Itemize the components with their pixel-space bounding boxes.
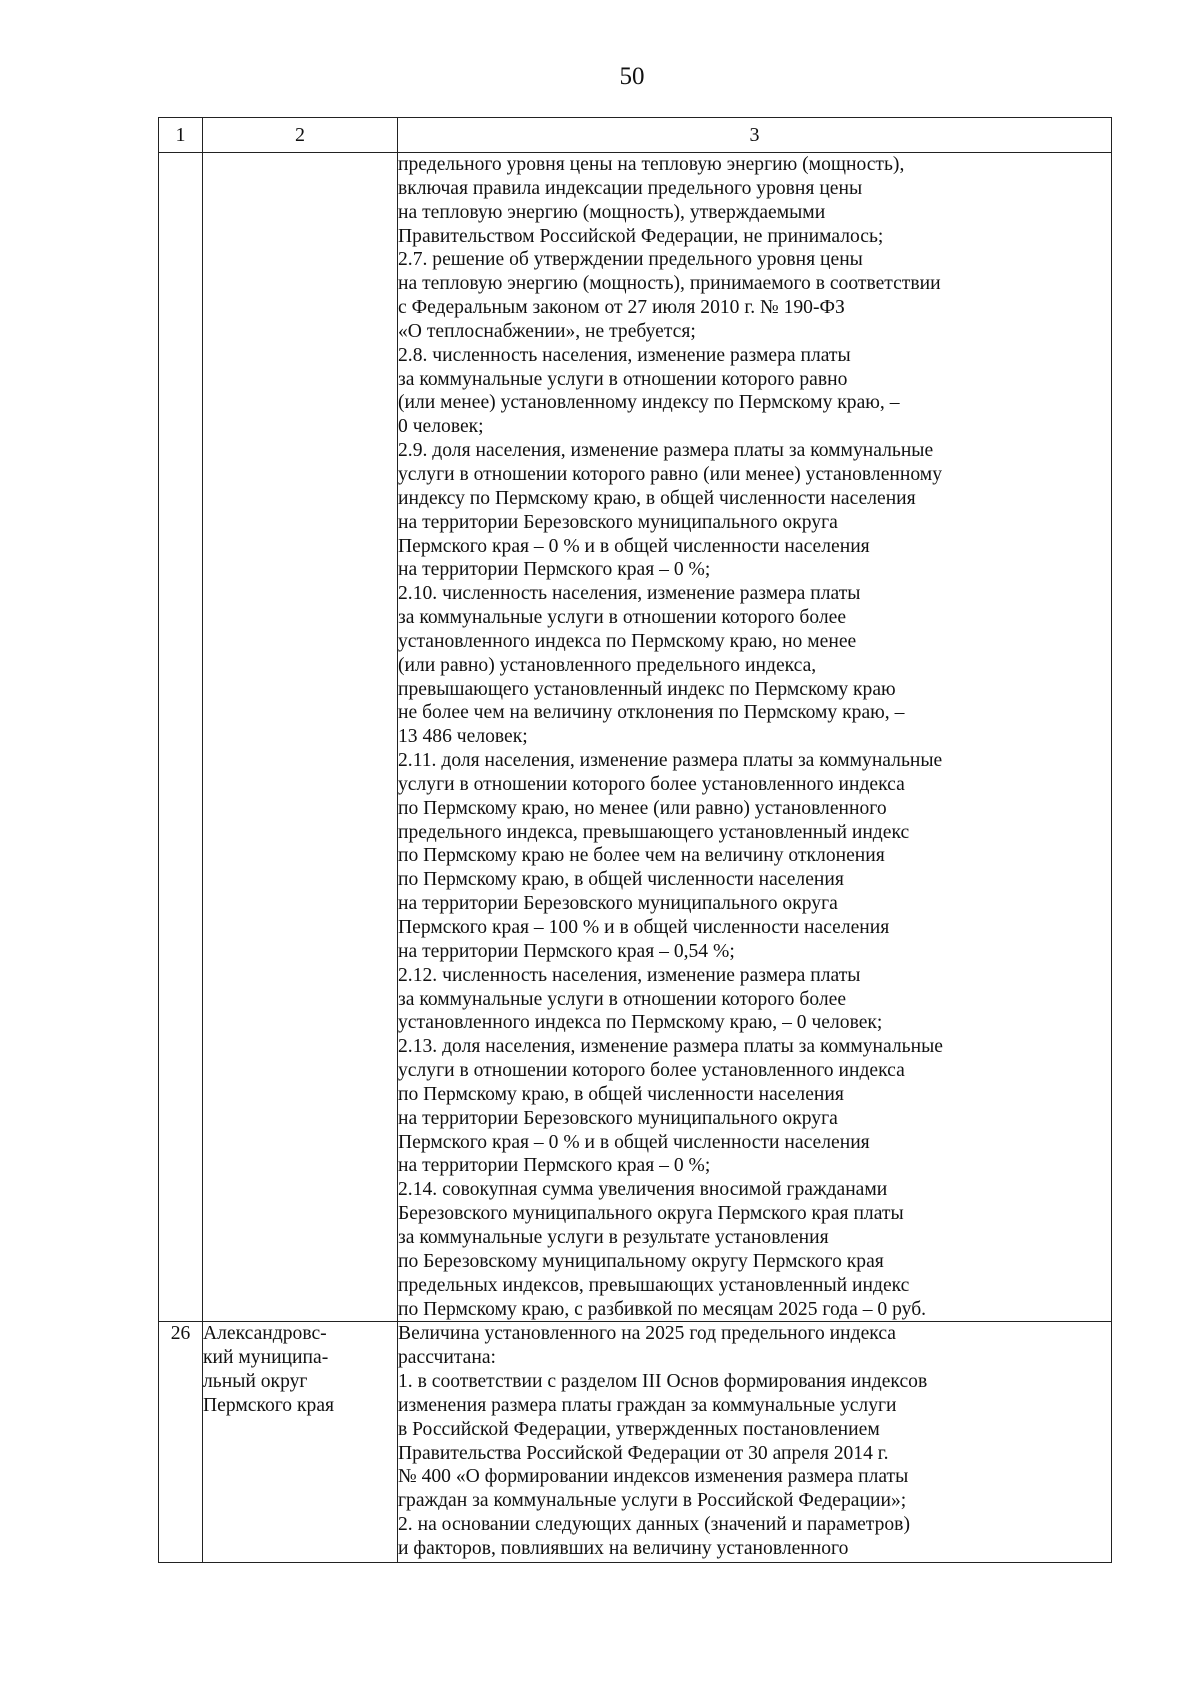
text-line: 2.8. численность населения, изменение размера платы xyxy=(398,344,851,366)
text-line: по Пермскому краю, с разбивкой по месяцам 2025 года – 0 руб. xyxy=(398,1298,927,1320)
text-line: по Пермскому краю, но менее (или равно) установленного xyxy=(398,797,887,819)
text-line: по Пермскому краю, в общей численности населения xyxy=(398,1083,844,1105)
text-line: 2.9. доля населения, изменение размера платы за коммунальные xyxy=(398,440,934,462)
text-line: 2.10. численность населения, изменение размера платы xyxy=(398,583,861,605)
text-line: Березовского муниципального округа Пермского края платы xyxy=(398,1203,904,1225)
text-line: (или менее) установленному индексу по Пермскому краю, – xyxy=(398,392,900,414)
text-line: услуги в отношении которого более установленного индекса xyxy=(398,773,905,795)
text-line: 2.12. численность населения, изменение размера платы xyxy=(398,964,861,986)
text-line: Величина установленного на 2025 год предельного индекса xyxy=(398,1323,896,1345)
municipality-name-line: Александровс- xyxy=(203,1323,327,1345)
row-number-cell: 26 xyxy=(159,1322,203,1563)
page-number: 50 xyxy=(619,63,645,90)
text-line: 0 человек; xyxy=(398,416,484,438)
text-line: на территории Березовского муниципального округа xyxy=(398,893,838,915)
text-line: на территории Пермского края – 0 %; xyxy=(398,1155,711,1177)
text-line: предельных индексов, превышающих установленный индекс xyxy=(398,1274,910,1296)
text-line: предельного индекса, превышающего установленный индекс xyxy=(398,821,910,843)
text-line: на тепловую энергию (мощность), утверждаемыми xyxy=(398,201,826,223)
description-cell xyxy=(398,1322,1112,1563)
text-line: Пермского края – 100 % и в общей численности населения xyxy=(398,917,890,938)
municipality-name-line: льный округ xyxy=(203,1371,308,1393)
text-line: 2. на основании следующих данных (значений и параметров) xyxy=(398,1514,910,1536)
text-line: Правительством Российской Федерации, не принималось; xyxy=(398,225,884,247)
text-line: 1. в соответствии с разделом III Основ формирования индексов xyxy=(398,1371,928,1393)
description-cell xyxy=(398,153,1112,1322)
text-line: и факторов, повлиявших на величину установленного xyxy=(398,1537,849,1559)
text-line: рассчитана: xyxy=(398,1347,496,1369)
text-line: (или равно) установленного предельного индекса, xyxy=(398,654,817,676)
table-row-26 xyxy=(159,1322,1112,1563)
text-line: 2.7. решение об утверждении предельного уровня цены xyxy=(398,249,863,271)
text-line: услуги в отношении которого более установленного индекса xyxy=(398,1060,905,1082)
row-number-cell xyxy=(159,153,203,1322)
text-line: граждан за коммунальные услуги в Российской Федерации»; xyxy=(398,1490,907,1512)
text-line: по Березовскому муниципальному округу Пермского края xyxy=(398,1250,884,1272)
text-line: «О теплоснабжении», не требуется; xyxy=(398,320,696,342)
column-header-3: 3 xyxy=(398,118,1112,153)
text-line: на тепловую энергию (мощность), принимаемого в соответствии xyxy=(398,273,941,295)
text-line: индексу по Пермскому краю, в общей численности населения xyxy=(398,487,916,509)
text-line: на территории Пермского края – 0,54 %; xyxy=(398,940,735,962)
text-line: превышающего установленный индекс по Пермскому краю xyxy=(398,678,896,700)
table-row-continued xyxy=(159,153,1112,1322)
municipality-name-line: Пермского края xyxy=(203,1394,335,1416)
table-header-row xyxy=(159,118,1112,153)
text-line: 2.13. доля населения, изменение размера платы за коммунальные xyxy=(398,1036,943,1058)
text-line: Пермского края – 0 % и в общей численности населения xyxy=(398,1131,870,1153)
text-line: на территории Березовского муниципального округа xyxy=(398,1107,838,1129)
text-line: с Федеральным законом от 27 июля 2010 г. № 190-ФЗ xyxy=(398,297,845,319)
text-line: 2.14. совокупная сумма увеличения вносимой гражданами xyxy=(398,1179,888,1201)
text-line: установленного индекса по Пермскому краю, но менее xyxy=(398,630,857,652)
text-line: в Российской Федерации, утвержденных постановлением xyxy=(398,1418,880,1440)
text-line: Правительства Российской Федерации от 30 апреля 2014 г. xyxy=(398,1442,889,1464)
text-line: за коммунальные услуги в отношении которого более xyxy=(398,607,847,629)
text-line: на территории Березовского муниципального округа xyxy=(398,511,838,533)
text-line: за коммунальные услуги в отношении которого равно xyxy=(398,368,848,390)
text-line: 13 486 человек; xyxy=(398,726,528,748)
text-line: услуги в отношении которого равно (или менее) установленному xyxy=(398,463,942,485)
column-header-2: 2 xyxy=(203,118,398,153)
text-line: включая правила индексации предельного уровня цены xyxy=(398,177,863,199)
column-header-1: 1 xyxy=(159,118,203,153)
text-line: не более чем на величину отклонения по Пермскому краю, – xyxy=(398,702,905,724)
text-line: 2.11. доля населения, изменение размера платы за коммунальные xyxy=(398,750,943,772)
text-line: № 400 «О формировании индексов изменения размера платы xyxy=(398,1466,909,1488)
text-line: за коммунальные услуги в результате установления xyxy=(398,1226,829,1248)
text-line: Пермского края – 0 % и в общей численности населения xyxy=(398,535,870,557)
municipality-cell xyxy=(203,1322,398,1563)
text-line: установленного индекса по Пермскому краю, – 0 человек; xyxy=(398,1012,883,1034)
text-line: предельного уровня цены на тепловую энергию (мощность), xyxy=(398,154,905,175)
text-line: по Пермскому краю, в общей численности населения xyxy=(398,869,844,891)
text-line: на территории Пермского края – 0 %; xyxy=(398,559,711,581)
municipality-cell xyxy=(203,153,398,1322)
municipality-name-line: кий муниципа- xyxy=(203,1347,329,1369)
text-line: изменения размера платы граждан за коммунальные услуги xyxy=(398,1394,897,1416)
text-line: по Пермскому краю не более чем на величину отклонения xyxy=(398,845,885,867)
text-line: за коммунальные услуги в отношении которого более xyxy=(398,988,847,1010)
document-table xyxy=(158,117,1112,1563)
